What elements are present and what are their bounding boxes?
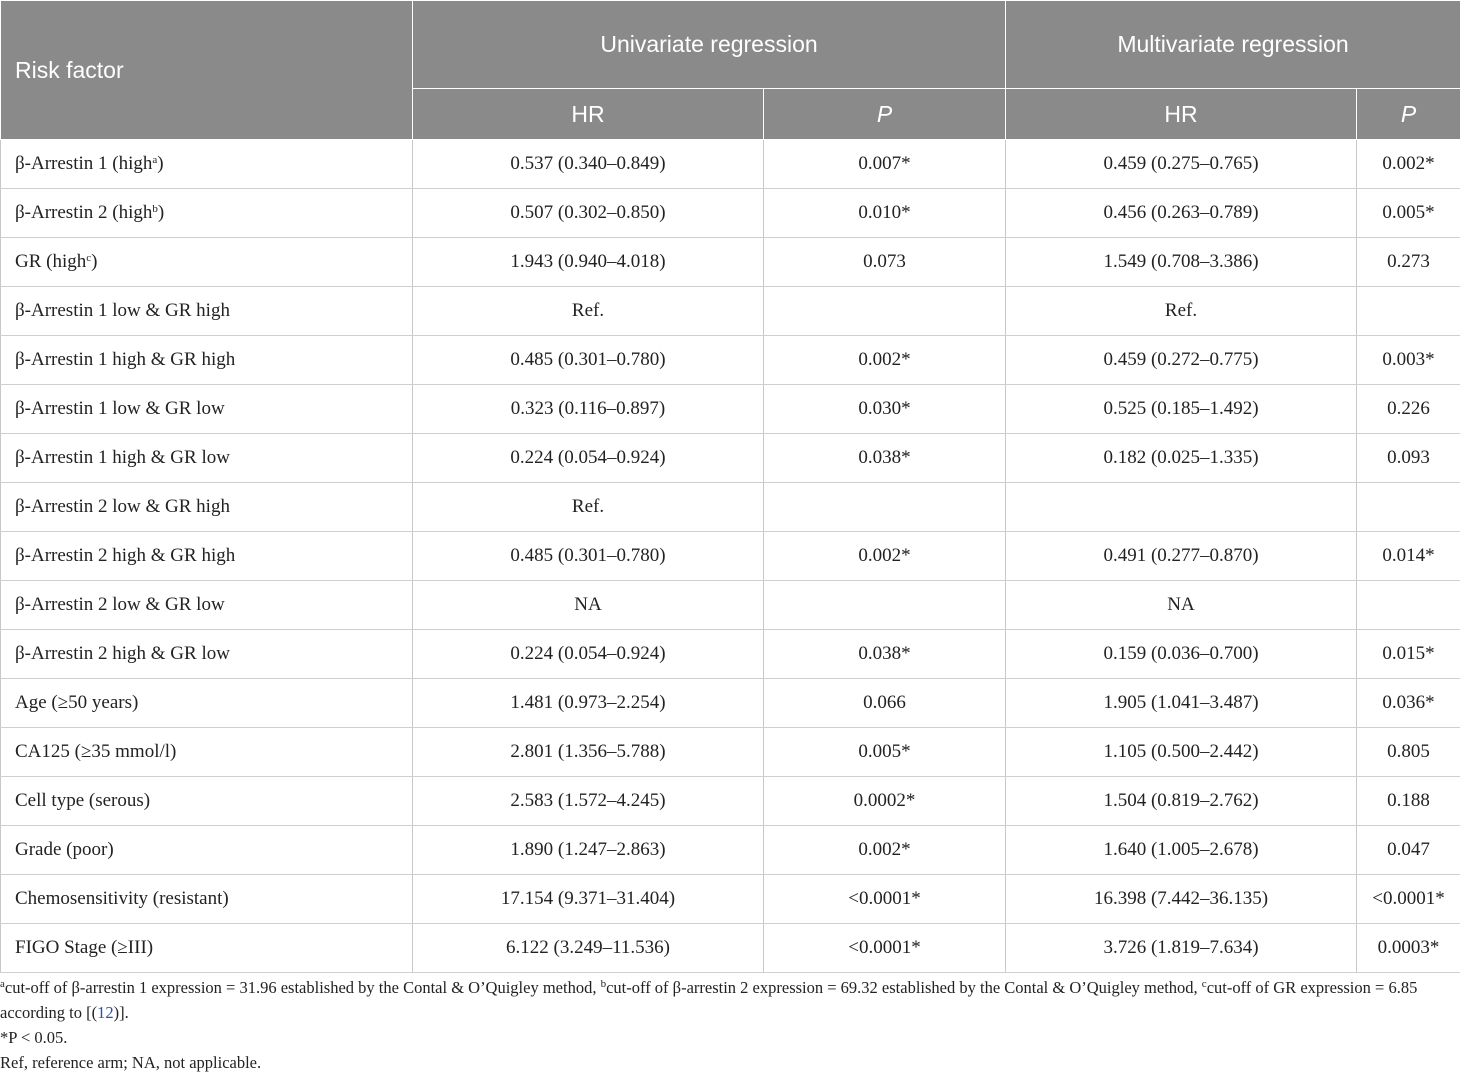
multi-p-cell xyxy=(1357,581,1460,630)
risk-factor-cell xyxy=(1,385,413,434)
multi-hr-cell: 0.491 (0.277–0.870) xyxy=(1006,532,1357,581)
table-footnotes xyxy=(0,975,1460,1075)
risk-factor-label: Chemosensitivity (resistant) xyxy=(15,888,229,909)
risk-factor-label: β-Arrestin 2 low & GR low xyxy=(15,594,225,615)
risk-factor-label: Grade (poor) xyxy=(15,839,114,860)
multi-hr-cell: Ref. xyxy=(1006,287,1357,336)
header-uni-p: P xyxy=(764,89,1006,140)
risk-factor-label: β-Arrestin 2 high & GR high xyxy=(15,545,236,566)
footnote-abbreviations: Ref, reference arm; NA, not applicable. xyxy=(0,1053,262,1072)
risk-factor-cell xyxy=(1,532,413,581)
footnote-marker: a xyxy=(152,154,158,166)
risk-factor-cell xyxy=(1,679,413,728)
table-row xyxy=(1,336,1460,385)
uni-p-cell: 0.010* xyxy=(764,189,1006,238)
uni-p-cell: 0.066 xyxy=(764,679,1006,728)
multi-hr-cell xyxy=(1006,483,1357,532)
multi-p-cell: 0.005* xyxy=(1357,189,1460,238)
uni-hr-cell: 0.485 (0.301–0.780) xyxy=(413,532,764,581)
uni-p-cell: <0.0001* xyxy=(764,875,1006,924)
multi-hr-cell: 1.905 (1.041–3.487) xyxy=(1006,679,1357,728)
risk-factor-label: β-Arrestin 2 high & GR low xyxy=(15,643,230,664)
uni-hr-cell: NA xyxy=(413,581,764,630)
header-univariate: Univariate regression xyxy=(413,1,1006,89)
risk-factor-cell xyxy=(1,336,413,385)
uni-hr-cell: 0.323 (0.116–0.897) xyxy=(413,385,764,434)
table-row xyxy=(1,287,1460,336)
table-body xyxy=(1,140,1460,973)
table-row xyxy=(1,728,1460,777)
uni-hr-cell: 2.583 (1.572–4.245) xyxy=(413,777,764,826)
table-row xyxy=(1,434,1460,483)
footnote-sup-a: a xyxy=(0,978,5,990)
risk-factor-cell xyxy=(1,777,413,826)
uni-hr-cell: 0.485 (0.301–0.780) xyxy=(413,336,764,385)
table-row xyxy=(1,679,1460,728)
multi-p-cell: 0.093 xyxy=(1357,434,1460,483)
uni-p-cell: 0.0002* xyxy=(764,777,1006,826)
risk-factor-label: β-Arrestin 1 low & GR high xyxy=(15,300,230,321)
multi-hr-cell: 3.726 (1.819–7.634) xyxy=(1006,924,1357,973)
risk-factor-cell xyxy=(1,287,413,336)
table-row xyxy=(1,581,1460,630)
header-multi-p: P xyxy=(1357,89,1460,140)
risk-factor-cell xyxy=(1,189,413,238)
multi-hr-cell: 0.525 (0.185–1.492) xyxy=(1006,385,1357,434)
multi-hr-cell: 1.640 (1.005–2.678) xyxy=(1006,826,1357,875)
risk-factor-label: CA125 (≥35 mmol/l) xyxy=(15,741,177,762)
multi-p-cell: 0.226 xyxy=(1357,385,1460,434)
risk-factor-label-end: ) xyxy=(91,251,98,272)
risk-factor-label: β-Arrestin 2 (high xyxy=(15,202,153,223)
uni-p-cell: <0.0001* xyxy=(764,924,1006,973)
uni-hr-cell: 2.801 (1.356–5.788) xyxy=(413,728,764,777)
risk-factor-label-end: ) xyxy=(157,202,165,223)
multi-hr-cell: NA xyxy=(1006,581,1357,630)
table-row xyxy=(1,189,1460,238)
footnote-marker: b xyxy=(152,203,158,215)
uni-p-cell xyxy=(764,287,1006,336)
multi-hr-cell: 16.398 (7.442–36.135) xyxy=(1006,875,1357,924)
uni-hr-cell: Ref. xyxy=(413,483,764,532)
uni-hr-cell: 0.507 (0.302–0.850) xyxy=(413,189,764,238)
uni-hr-cell: 1.890 (1.247–2.863) xyxy=(413,826,764,875)
footnote-sup-b: b xyxy=(600,978,607,990)
table-row xyxy=(1,483,1460,532)
header-risk-factor: Risk factor xyxy=(1,1,413,140)
footnote-sup-c: c xyxy=(1201,978,1207,990)
multi-p-cell xyxy=(1357,287,1460,336)
risk-factor-cell xyxy=(1,483,413,532)
risk-factor-label: β-Arrestin 1 high & GR high xyxy=(15,349,236,370)
risk-factor-cell xyxy=(1,826,413,875)
multi-p-cell: 0.036* xyxy=(1357,679,1460,728)
uni-hr-cell: 0.224 (0.054–0.924) xyxy=(413,630,764,679)
risk-factor-cell xyxy=(1,924,413,973)
risk-factor-cell xyxy=(1,434,413,483)
multi-hr-cell: 1.504 (0.819–2.762) xyxy=(1006,777,1357,826)
risk-factor-label: Cell type (serous) xyxy=(15,790,151,811)
multi-hr-cell: 0.459 (0.275–0.765) xyxy=(1006,140,1357,189)
multi-hr-cell: 1.549 (0.708–3.386) xyxy=(1006,238,1357,287)
header-multivariate: Multivariate regression xyxy=(1006,1,1460,89)
multi-p-cell: 0.273 xyxy=(1357,238,1460,287)
uni-p-cell xyxy=(764,581,1006,630)
risk-factor-label: Age (≥50 years) xyxy=(15,692,139,713)
multi-p-cell: 0.805 xyxy=(1357,728,1460,777)
multi-p-cell: 0.047 xyxy=(1357,826,1460,875)
header-multi-hr: HR xyxy=(1006,89,1357,140)
risk-factor-label: β-Arrestin 1 low & GR low xyxy=(15,398,225,419)
multi-p-cell: <0.0001* xyxy=(1357,875,1460,924)
risk-factor-cell xyxy=(1,238,413,287)
uni-hr-cell: 6.122 (3.249–11.536) xyxy=(413,924,764,973)
risk-factor-label: β-Arrestin 1 high & GR low xyxy=(15,447,230,468)
uni-p-cell: 0.007* xyxy=(764,140,1006,189)
footnote-c-end: )]. xyxy=(113,1003,129,1022)
multi-p-cell: 0.003* xyxy=(1357,336,1460,385)
multi-hr-cell: 0.159 (0.036–0.700) xyxy=(1006,630,1357,679)
multi-p-cell: 0.015* xyxy=(1357,630,1460,679)
risk-factor-label: β-Arrestin 1 (high xyxy=(15,153,153,174)
uni-hr-cell: 0.537 (0.340–0.849) xyxy=(413,140,764,189)
risk-factor-cell xyxy=(1,728,413,777)
risk-factor-label-end: ) xyxy=(157,153,164,174)
multi-p-cell: 0.014* xyxy=(1357,532,1460,581)
uni-p-cell: 0.002* xyxy=(764,826,1006,875)
table-row xyxy=(1,875,1460,924)
table-row xyxy=(1,238,1460,287)
multi-p-cell: 0.0003* xyxy=(1357,924,1460,973)
reference-link[interactable]: 12 xyxy=(97,1003,114,1022)
uni-p-cell: 0.038* xyxy=(764,630,1006,679)
risk-factor-cell xyxy=(1,875,413,924)
uni-p-cell: 0.038* xyxy=(764,434,1006,483)
table-row xyxy=(1,924,1460,973)
footnote-cutoffs xyxy=(0,975,1460,1025)
table-row xyxy=(1,385,1460,434)
footnote-a-text: cut-off of β-arrestin 1 expression = 31.96 established by the Contal & O’Quigley method, xyxy=(4,978,601,997)
uni-hr-cell: 1.481 (0.973–2.254) xyxy=(413,679,764,728)
table-row xyxy=(1,630,1460,679)
risk-factor-label: FIGO Stage (≥III) xyxy=(15,937,154,958)
table-row xyxy=(1,532,1460,581)
uni-p-cell xyxy=(764,483,1006,532)
multi-p-cell xyxy=(1357,483,1460,532)
uni-hr-cell: Ref. xyxy=(413,287,764,336)
multi-hr-cell: 1.105 (0.500–2.442) xyxy=(1006,728,1357,777)
risk-factor-label: β-Arrestin 2 low & GR high xyxy=(15,496,230,517)
header-row-groups xyxy=(1,1,1460,89)
multi-hr-cell: 0.459 (0.272–0.775) xyxy=(1006,336,1357,385)
footnote-b-text: cut-off of β-arrestin 2 expression = 69.32 established by the Contal & O’Quigley method, xyxy=(606,978,1202,997)
uni-hr-cell: 0.224 (0.054–0.924) xyxy=(413,434,764,483)
uni-hr-cell: 1.943 (0.940–4.018) xyxy=(413,238,764,287)
table-row xyxy=(1,777,1460,826)
header-uni-hr: HR xyxy=(413,89,764,140)
uni-p-cell: 0.073 xyxy=(764,238,1006,287)
multi-p-cell: 0.188 xyxy=(1357,777,1460,826)
risk-factor-label: GR (high xyxy=(15,251,87,272)
footnote-marker: c xyxy=(86,252,92,264)
table-row xyxy=(1,826,1460,875)
multi-hr-cell: 0.182 (0.025–1.335) xyxy=(1006,434,1357,483)
multi-hr-cell: 0.456 (0.263–0.789) xyxy=(1006,189,1357,238)
risk-factor-cell xyxy=(1,581,413,630)
uni-p-cell: 0.002* xyxy=(764,336,1006,385)
table-row xyxy=(1,140,1460,189)
uni-p-cell: 0.005* xyxy=(764,728,1006,777)
footnote-c-text: cut-off of GR expression = 6.85 according to [( xyxy=(0,978,1418,1022)
risk-factor-cell xyxy=(1,630,413,679)
uni-hr-cell: 17.154 (9.371–31.404) xyxy=(413,875,764,924)
uni-p-cell: 0.002* xyxy=(764,532,1006,581)
risk-factor-cell xyxy=(1,140,413,189)
uni-p-cell: 0.030* xyxy=(764,385,1006,434)
footnote-significance: *P < 0.05. xyxy=(0,1028,68,1047)
multi-p-cell: 0.002* xyxy=(1357,140,1460,189)
